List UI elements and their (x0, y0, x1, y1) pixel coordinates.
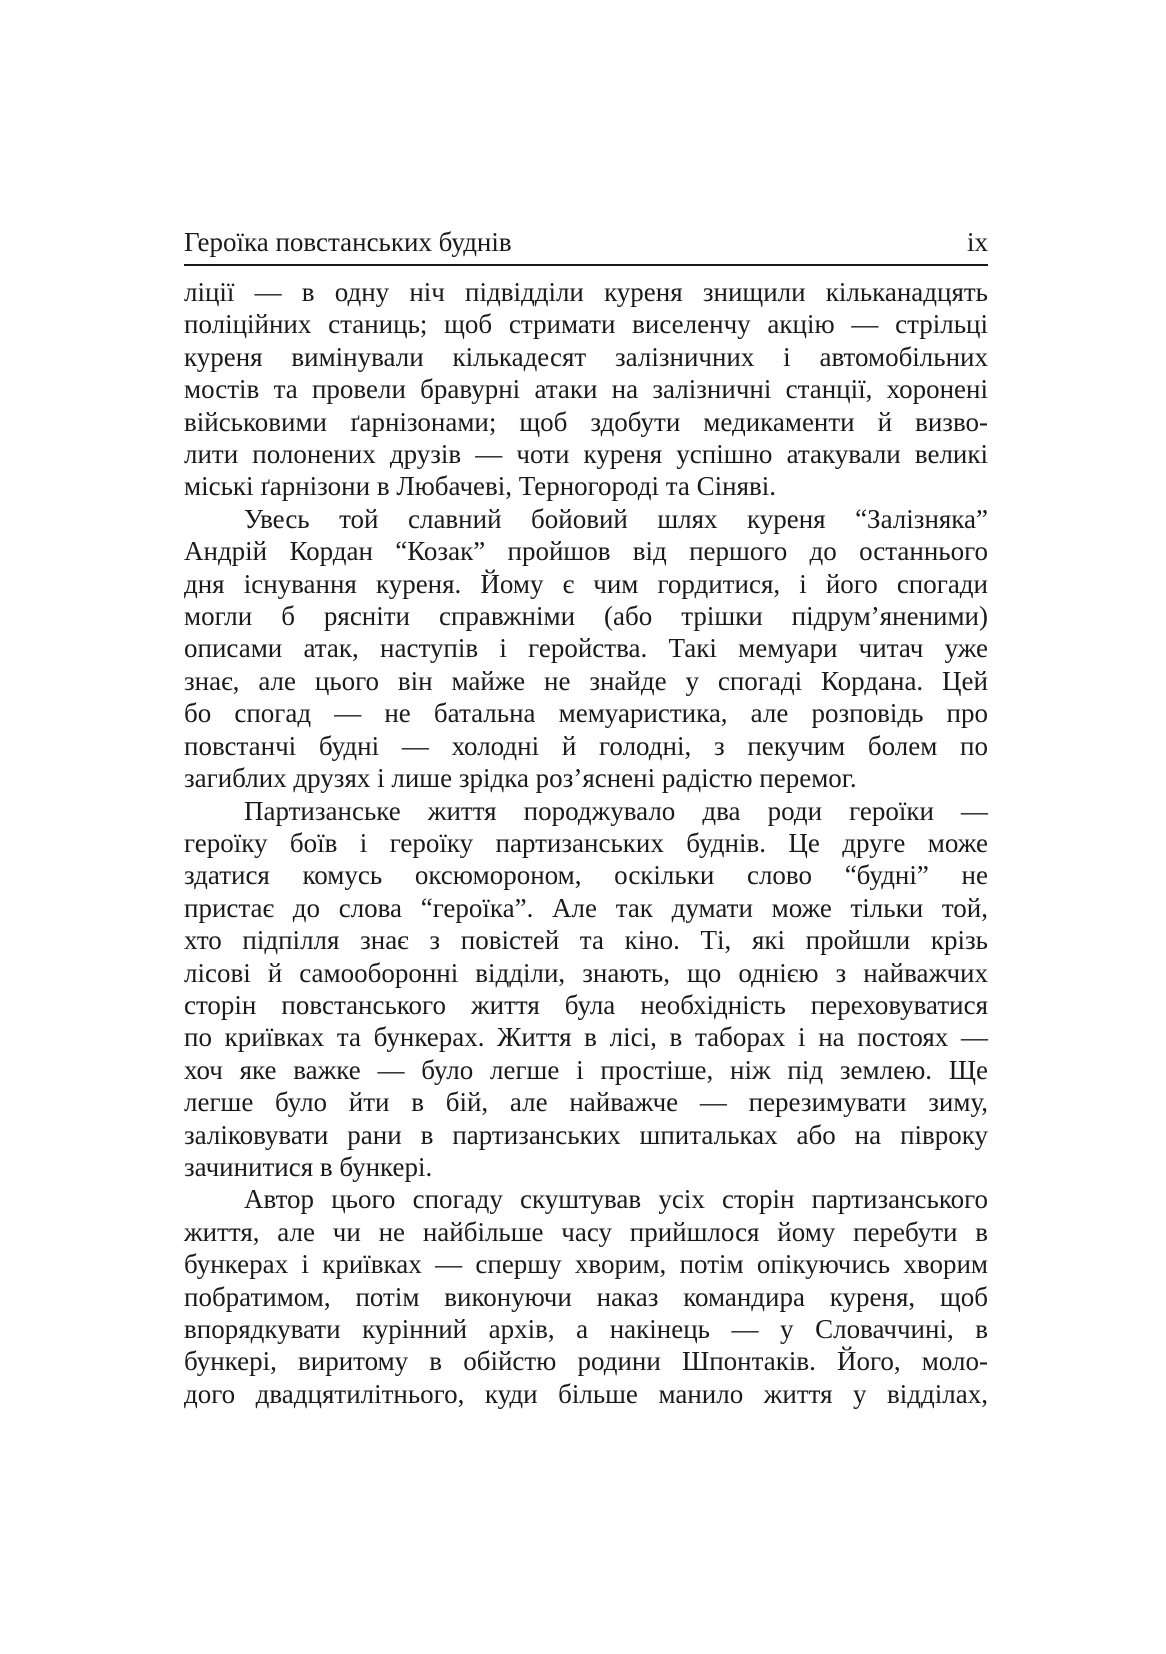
text-line: міські ґарнізони в Любачеві, Терногороді та Сіняві. (184, 471, 777, 502)
running-head (184, 224, 988, 266)
text-line: хто підпілля знає з повістей та кіно. Ті, які пройшли крізь (184, 925, 988, 956)
page-number: ix (966, 227, 988, 257)
paragraph (184, 503, 988, 795)
paragraph (184, 795, 988, 1184)
text-line: дня існування куреня. Йому є чим гордитися, і його спогади (184, 568, 988, 599)
text-line: бо спогад — не батальна мемуаристика, але розповідь про (184, 698, 988, 729)
text-line: могли б рясніти справжніми (або трішки підрум’яненими) (184, 601, 988, 632)
paragraph (184, 276, 988, 503)
text-line: хоч яке важке — було легше і простіше, ніж під землею. Ще (184, 1054, 988, 1085)
text-line: героїку боїв і героїку партизанських буднів. Це друге може (184, 827, 988, 858)
text-line: повстанчі будні — холодні й голодні, з пекучим болем по (184, 730, 988, 761)
text-line: описами атак, наступів і геройства. Такі мемуари читач уже (184, 633, 988, 664)
text-line: здатися комусь оксюмороном, оскільки слово “будні” не (184, 860, 988, 891)
text-line: Андрій Кордан “Козак” пройшов від першого до останнього (184, 536, 988, 567)
text-line: сторін повстанського життя була необхідність переховуватися (184, 989, 988, 1020)
body-text (184, 276, 988, 1410)
text-line: легше було йти в бій, але найважче — перезимувати зиму, (184, 1087, 988, 1118)
text-line: зачинитися в бункері. (184, 1151, 433, 1182)
text-line: заліковувати рани в партизанських шпитальках або на півроку (184, 1119, 988, 1150)
text-line: ліції — в одну ніч підвідділи куреня знищили кільканадцять (184, 277, 988, 307)
text-line: бункерах і криївках — спершу хворим, потім опікуючись хворим (184, 1249, 988, 1280)
text-line: лісові й самооборонні відділи, знають, що однією з найважчих (184, 957, 988, 988)
text-line: загиблих друзях і лише зрідка роз’яснені радістю перемог. (184, 763, 857, 794)
text-line: військовими ґарнізонами; щоб здобути медикаменти й визво- (184, 406, 988, 437)
text-line: дого двадцятилітнього, куди більше манило життя у відділах, (184, 1378, 988, 1409)
text-line: Автор цього спогаду скуштував усіх сторін партизанського (244, 1184, 988, 1215)
text-line: пристає до слова “героїка”. Але так думати може тільки той, (184, 892, 988, 923)
text-line: Партизанське життя породжувало два роди героїки — (244, 795, 988, 826)
book-page (184, 224, 988, 1410)
text-line: лити полонених друзів — чоти куреня успішно атакували великі (184, 439, 988, 470)
text-line: мостів та провели бравурні атаки на залізничні станції, хоронені (184, 374, 988, 405)
text-line: бункері, виритому в обійстю родини Шпонтаків. Його, моло- (184, 1346, 988, 1377)
text-line: впорядкувати курінний архів, а накінець — у Словаччині, в (184, 1314, 988, 1344)
running-head-title: Героїка повстанських буднів (184, 227, 512, 257)
text-line: знає, але цього він майже не знайде у спогаді Кордана. Цей (184, 665, 988, 696)
text-line: побратимом, потім виконуючи наказ командира куреня, щоб (184, 1281, 988, 1312)
text-line: поліційних станиць; щоб стримати виселенчу акцію — стрільці (184, 309, 988, 340)
paragraph (184, 1183, 988, 1410)
text-line: по криївках та бункерах. Життя в лісі, в таборах і на постоях — (184, 1022, 988, 1053)
text-line: куреня вимінували кількадесят залізничних і автомобільних (184, 341, 988, 372)
text-line: Увесь той славний бойовий шлях куреня “Залізняка” (244, 503, 988, 534)
text-line: життя, але чи не найбільше часу прийшлося йому перебути в (184, 1216, 988, 1247)
